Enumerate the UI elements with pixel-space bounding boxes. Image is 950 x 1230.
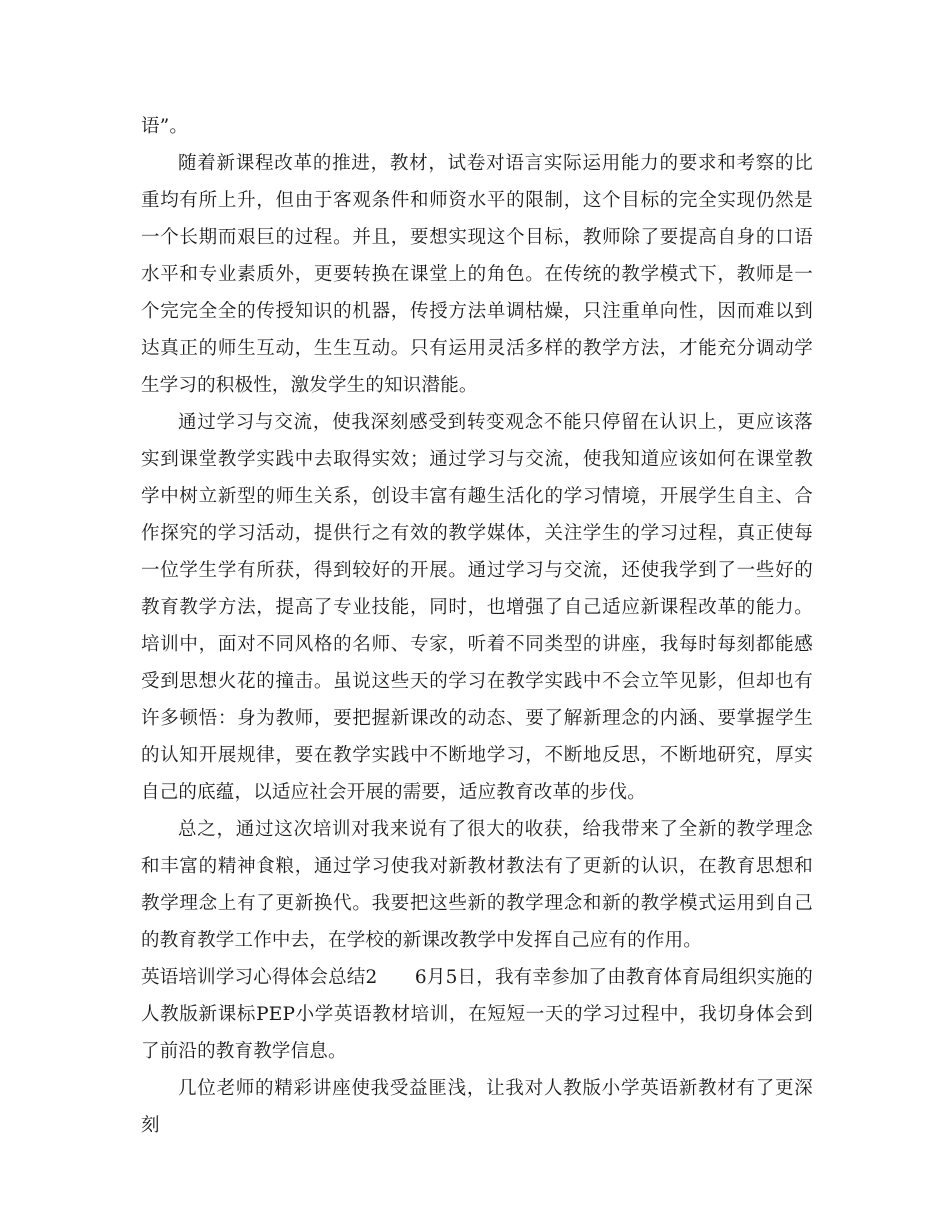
paragraph: 语”。 xyxy=(141,116,189,137)
paragraph: 随着新课程改革的推进，教材，试卷对语言实际运用能力的要求和考察的比重均有所上升，但由于客观条件和师资水平的限制，这个目标的完全实现仍然是一个长期而艰巨的过程。并且，要想实现这个目标，教师除了要提高自身的口语水平和专业素质外，更要转换在课堂上的角色。在传统的教学模式下，教师是一个完完全全的传授知识的机器，传授方法单调枯燥，只注重单向性，因而难以到达真正的师生互动，生生互动。只有运用灵活多样的教学方法，才能充分调动学生学习的积极性，激发学生的知识潜能。 xyxy=(141,153,813,396)
section-heading-paragraph: 英语培训学习心得体会总结2 6月5日，我有幸参加了由教育体育局组织实施的人教版新课标PEP小学英语教材培训，在短短一天的学习过程中，我切身体会到了前沿的教育教学信息。 xyxy=(141,967,813,1062)
paragraph: 通过学习与交流，使我深刻感受到转变观念不能只停留在认识上，更应该落实到课堂教学实践中去取得实效；通过学习与交流，使我知道应该如何在课堂教学中树立新型的师生关系，创设丰富有趣生活化的学习情境，开展学生自主、合作探究的学习活动，提供行之有效的教学媒体，关注学生的学习过程，真正使每一位学生学有所获，得到较好的开展。通过学习与交流，还使我学到了一些好的教育教学方法，提高了专业技能，同时，也增强了自己适应新课程改革的能力。培训中，面对不同风格的名师、专家，听着不同类型的讲座，我每时每刻都能感受到思想火花的撞击。虽说这些天的学习在教学实践中不会立竿见影，但却也有许多顿悟：身为教师，要把握新课改的动态、要了解新理念的内涵、要掌握学生的认知开展规律，要在教学实践中不断地学习，不断地反思，不断地研究，厚实自己的底蕴，以适应社会开展的需要，适应教育改革的步伐。 xyxy=(141,412,813,803)
paragraph: 几位老师的精彩讲座使我受益匪浅，让我对人教版小学英语新教材有了更深刻 xyxy=(141,1078,813,1136)
document-page xyxy=(141,108,813,1144)
paragraph: 总之，通过这次培训对我来说有了很大的收获，给我带来了全新的教学理念和丰富的精神食粮，通过学习使我对新教材教法有了更新的认识，在教育思想和教学理念上有了更新换代。我要把这些新的教学理念和新的教学模式运用到自己的教育教学工作中去，在学校的新课改教学中发挥自己应有的作用。 xyxy=(141,819,813,951)
